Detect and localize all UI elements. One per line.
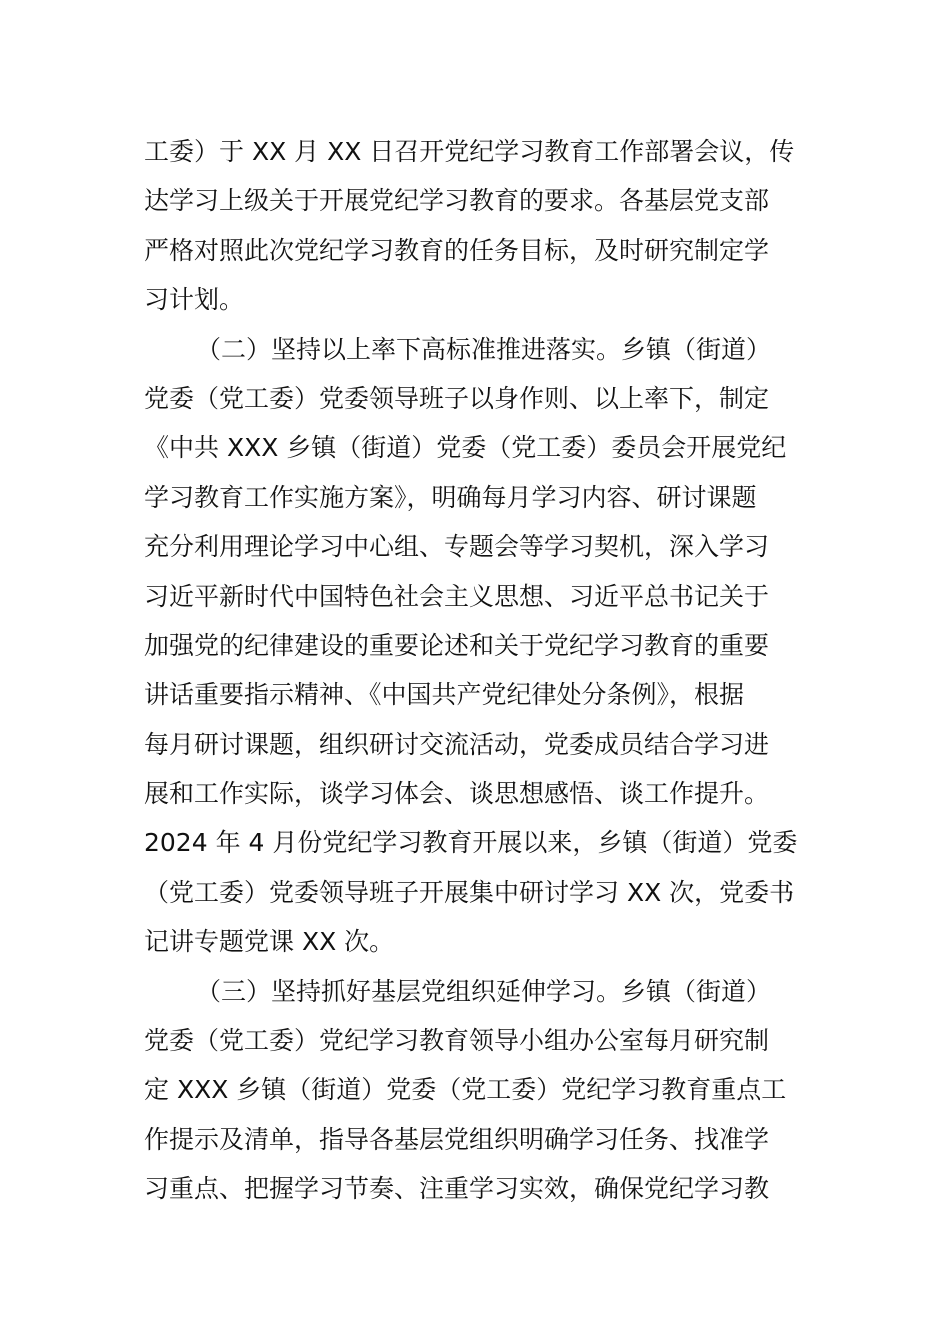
text-line: 讲话重要指示精神、《中国共产党纪律处分条例》，根据 [144,680,745,710]
text-line: 2024 年 4 月份党纪学习教育开展以来，乡镇（街道）党委 [144,828,798,858]
text-line: 党委（党工委）党委领导班子以身作则、以上率下，制定 [144,383,770,413]
text-line: 加强党的纪律建设的重要论述和关于党纪学习教育的重要 [144,630,770,660]
document-body [144,127,814,1214]
text-line: 习重点、把握学习节奏、注重学习实效，确保党纪学习教 [144,1174,770,1204]
text-line: 记讲专题党课 XX 次。 [144,927,395,957]
text-line: （党工委）党委领导班子开展集中研讨学习 XX 次，党委书 [144,877,795,907]
text-line: 习近平新时代中国特色社会主义思想、习近平总书记关于 [144,581,770,611]
text-line: 工委）于 XX 月 XX 日召开党纪学习教育工作部署会议，传 [144,137,795,166]
text-line: 充分利用理论学习中心组、专题会等学习契机，深入学习 [144,532,770,562]
text-line: 《中共 XXX 乡镇（街道）党委（党工委）委员会开展党纪 [144,433,787,463]
section-heading-line: （二）坚持以上率下高标准推进落实。乡镇（街道） [196,334,772,364]
text-line: 定 XXX 乡镇（街道）党委（党工委）党纪学习教育重点工 [144,1075,787,1105]
text-line: 每月研讨课题，组织研讨交流活动，党委成员结合学习进 [144,729,770,759]
text-line: 严格对照此次党纪学习教育的任务目标，及时研究制定学 [144,235,770,265]
text-line: 展和工作实际，谈学习体会、谈思想感悟、谈工作提升。 [144,779,770,809]
text-line: 党委（党工委）党纪学习教育领导小组办公室每月研究制 [144,1026,770,1056]
text-line: 作提示及清单，指导各基层党组织明确学习任务、找准学 [144,1124,770,1154]
text-line: 学习教育工作实施方案》，明确每月学习内容、研讨课题 [144,482,757,512]
text-line: 达学习上级关于开展党纪学习教育的要求。各基层党支部 [144,186,770,216]
section-heading-line: （三）坚持抓好基层党组织延伸学习。乡镇（街道） [196,976,772,1006]
text-line: 习计划。 [144,285,245,315]
